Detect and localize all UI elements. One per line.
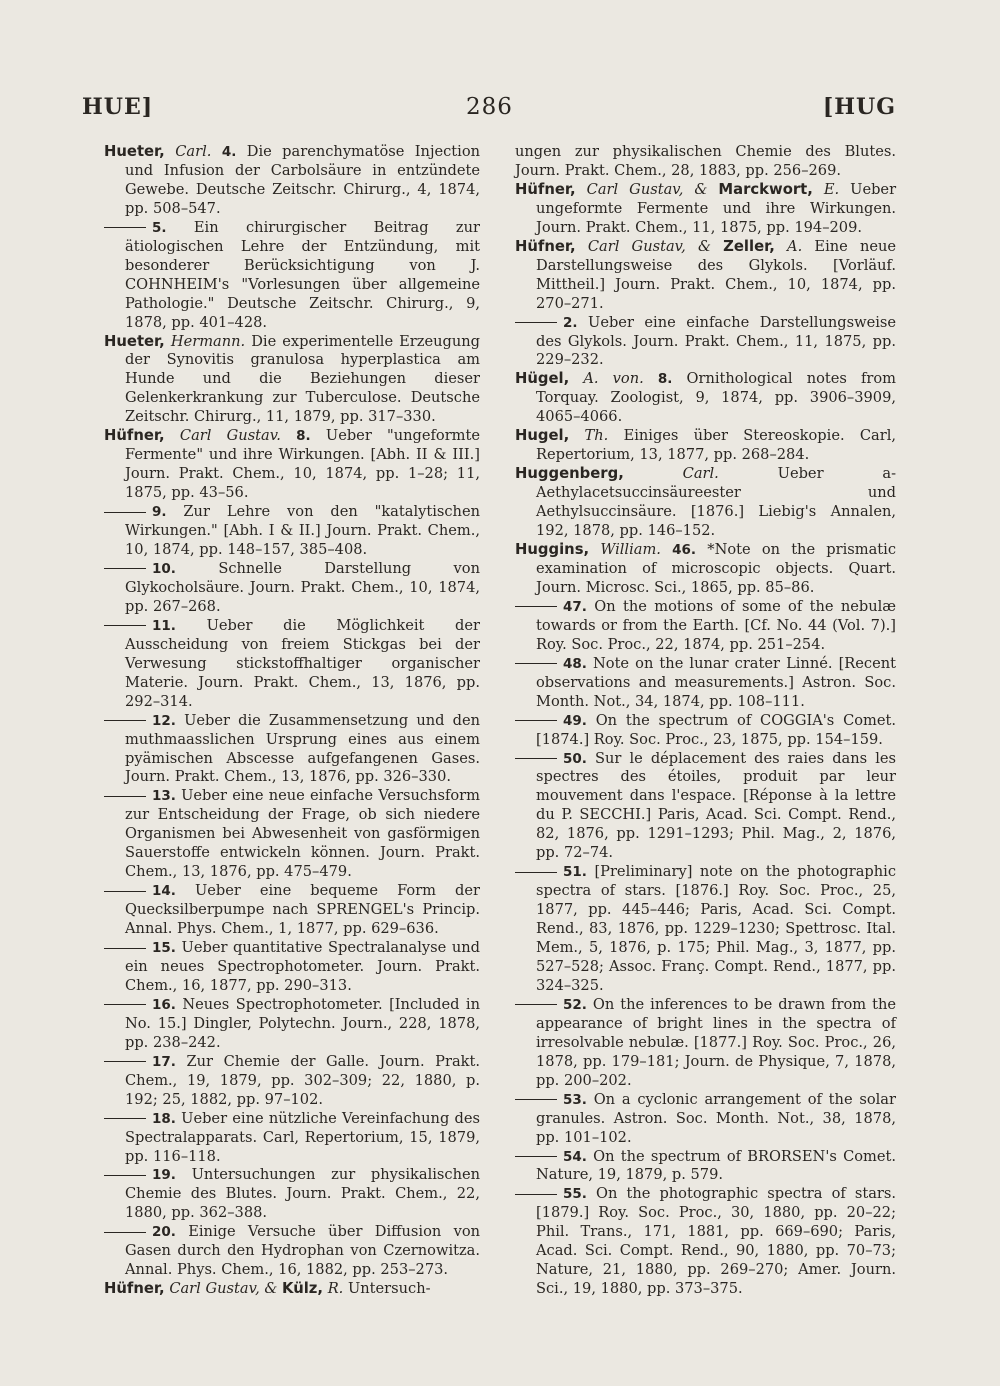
entry-text: Zur Chemie der Galle. Journ. Prakt. Chem., 19, 1879, pp. 302–309; 22, 1880, p. 192; 25, 1882, pp. 97–102. [125,1052,481,1108]
bibliography-entry [515,1091,896,1148]
entry-text: On the spectrum of COGGIA's Comet. [1874.] Roy. Soc. Proc., 23, 1875, pp. 154–159. [536,711,896,748]
entry-text: Ueber die Zusammensetzung und den muthmaasslichen Ursprung eines aus einem pyämischen Abscesse aufgefangenen Gases. Journ. Prakt. Chem., 13, 1876, pp. 326–330. [125,711,480,786]
coauthor-name: Zeller, [723,237,775,255]
running-head-left: HUE] [82,94,154,120]
author-name: Hugel, [515,427,570,445]
bibliography-entry [515,427,896,465]
bibliography-entry [515,863,896,996]
ditto-dash [104,1118,146,1119]
bibliography-entry [104,1280,480,1299]
ditto-dash [515,1004,557,1005]
entry-text: Ueber eine bequeme Form der Quecksilberpumpe nach SPRENGEL's Princip. Annal. Phys. Chem., 1, 1877, pp. 629–636. [125,882,481,938]
ditto-dash [515,1099,557,1100]
entry-number: 8. [657,371,673,388]
entry-text: Einiges über Stereoskopie. Carl, Repertorium, 13, 1877, pp. 268–284. [536,427,897,464]
entry-number: 11. [152,617,176,634]
entry-text: Schnelle Darstellung von Glykocholsäure. Journ. Prakt. Chem., 10, 1874, pp. 267–268. [125,559,480,615]
author-name: Huggenberg, [515,465,624,483]
entry-text: Ueber eine einfache Darstellungsweise des Glykols. Journ. Prakt. Chem., 11, 1875, pp. 229–232. [536,313,897,369]
ditto-dash [104,1061,146,1062]
bibliography-entry [104,143,480,219]
coauthor-name: Külz, [282,1280,324,1298]
bibliography-entry [515,465,896,541]
author-name: Hüfner, [104,1280,165,1298]
entry-number: 16. [152,996,176,1013]
entry-number: 53. [563,1091,587,1108]
entry-text: [Preliminary] note on the photographic spectra of stars. [1876.] Roy. Soc. Proc., 25, 1877, pp. 445–446; Paris, Acad. Sci. Compt. Rend., 83, 1876, pp. 1229–1230; Spettrosc. Ital. Mem., 5, 1876, p. 175; Phil. Mag., 3, 1877, pp. 527–528; Assoc. Franç. Compt. Rend., 1877, pp. 324–325. [536,863,896,994]
bibliography-entry [515,1148,896,1186]
entry-number: 8. [296,428,311,445]
entry-text: Ueber ungeformte Fermente und ihre Wirkungen. Journ. Prakt. Chem., 11, 1875, pp. 194–209. [536,180,897,236]
entry-number: 10. [152,560,176,577]
bibliography-entry [104,1166,480,1223]
entry-text: Eine neue Darstellungsweise des Glykols. [Vorläuf. Mittheil.] Journ. Prakt. Chem., 10, 1874, pp. 270–271. [536,237,897,312]
ditto-dash [515,758,557,759]
bibliography-entry [104,787,480,882]
entry-text: Untersuchungen zur physikalischen Chemie des Blutes. Journ. Prakt. Chem., 22, 1880, pp. 362–388. [125,1166,481,1222]
entry-number: 19. [152,1167,176,1184]
ditto-dash [515,606,557,607]
bibliography-entry [515,712,896,750]
entry-text: Ueber "ungeformte Fermente" und ihre Wirkungen. [Abh. II & III.] Journ. Prakt. Chem., 10, 1874, pp. 1–28; 11, 1875, pp. 43–56. [125,427,481,502]
entry-number: 4. [221,144,237,160]
running-head-right: [HUG [822,94,896,120]
author-given-name: Carl Gustav, & [587,237,711,255]
bibliography-entry [104,1110,480,1167]
entry-number: 18. [152,1110,176,1127]
author-given-name: Carl. [682,465,719,483]
coauthor-given-name: R. [327,1280,344,1298]
author-name: Hueter, [104,332,165,350]
entry-text: Ueber eine neue einfache Versuchsform zur Entscheidung der Frage, ob sich niedere Organismen bei Abwesenheit von gasförmigen Sauerstoffe entwickeln können. Journ. Prakt. Chem., 13, 1876, pp. 475–479. [125,787,480,881]
entry-number: 50. [563,750,587,767]
coauthor-name: Marckwort, [718,180,813,198]
ditto-dash [104,891,146,892]
ditto-dash [104,1175,146,1176]
entry-text: On the spectrum of BRORSEN's Comet. Nature, 19, 1879, p. 579. [536,1147,896,1184]
bibliography-entry [104,617,480,712]
ditto-dash [515,663,557,664]
bibliography-entry [515,655,896,712]
right-column [515,143,896,1299]
bibliography-entry [104,882,480,939]
entry-text: Die parenchymatöse Injection und Infusion der Carbolsäure in entzündete Gewebe. Deutsche Zeitschr. Chirurg., 4, 1874, pp. 508–547. [125,143,481,217]
bibliography-entry [104,219,480,333]
entry-text: Ein chirurgischer Beitrag zur ätiologischen Lehre der Entzündung, mit besonderer Berücksichtigung von J. COHNHEIM's "Vorlesungen über allgemeine Pathologie." Deutsche Zeitschr. Chirurg., 9, 1878, pp. 401–428. [125,218,480,331]
entry-number: 17. [152,1053,176,1070]
ditto-dash [104,720,146,721]
entry-number: 13. [152,788,176,805]
entry-text: On the motions of some of the nebulæ towards or from the Earth. [Cf. No. 44 (Vol. 7).] Roy. Soc. Proc., 22, 1874, pp. 251–254. [536,597,896,653]
bibliography-entry [104,333,480,428]
bibliography-entry [515,314,896,371]
entry-text: Ueber eine nützliche Vereinfachung des Spectralapparats. Carl, Repertorium, 15, 1879, pp. 116–118. [125,1109,480,1165]
ditto-dash [515,720,557,721]
bibliography-entry [515,541,896,598]
entry-text: Ueber a-Aethylacetsuccinsäureester und Aethylsuccinsäure. [1876.] Liebig's Annalen, 192, 1878, pp. 146–152. [536,465,897,540]
author-given-name: Carl. [175,143,212,160]
ditto-dash [104,1004,146,1005]
entry-number: 48. [563,655,587,672]
ditto-dash [104,796,146,797]
entry-number: 55. [563,1186,587,1203]
bibliography-entry [515,143,896,181]
author-name: Hüfner, [104,427,165,445]
author-given-name: Carl Gustav, & [169,1280,278,1298]
entry-number: 15. [152,940,176,957]
left-column [104,143,480,1299]
entry-number: 49. [563,712,587,729]
ditto-dash [515,1156,557,1157]
entry-text: Neues Spectrophotometer. [Included in No. 15.] Dingler, Polytechn. Journ., 228, 1878, pp. 238–242. [125,995,480,1051]
entry-number: 51. [563,864,587,881]
entry-number: 5. [152,219,167,236]
bibliography-entry [515,598,896,655]
entry-number: 52. [563,996,587,1013]
entry-text: Ueber quantitative Spectralanalyse und ein neues Spectrophotometer. Journ. Prakt. Chem., 16, 1877, pp. 290–313. [125,939,480,994]
author-name: Hügel, [515,370,570,388]
entry-text: Note on the lunar crater Linné. [Recent observations and measurements.] Astron. Soc. Month. Not., 34, 1874, pp. 108–111. [536,654,896,710]
ditto-dash [104,227,146,228]
entry-number: 54. [563,1148,587,1165]
ditto-dash [515,1194,557,1195]
ditto-dash [515,872,557,873]
entry-text: On the photographic spectra of stars. [1879.] Roy. Soc. Proc., 30, 1880, pp. 20–22; Phil. Trans., 171, 1881, pp. 669–690; Paris, Acad. Sci. Compt. Rend., 90, 1880, pp. 70–73; Nature, 21, 1880, pp. 269–270; Amer. Journ. Sci., 19, 1880, pp. 373–375. [536,1185,896,1298]
coauthor-given-name: A. [787,237,803,255]
author-given-name: William. [600,541,661,559]
author-given-name: Th. [584,427,609,445]
entry-text: On a cyclonic arrangement of the solar granules. Astron. Soc. Month. Not., 38, 1878, pp. 101–102. [536,1090,896,1146]
ditto-dash [104,568,146,569]
entry-number: 9. [152,504,167,521]
bibliography-entry [515,370,896,427]
author-name: Hueter, [104,143,165,160]
bibliography-entry [515,750,896,864]
author-given-name: Hermann. [170,332,246,350]
author-name: Huggins, [515,541,590,559]
ditto-dash [104,1232,146,1233]
coauthor-given-name: E. [823,180,840,198]
page-number: 286 [466,94,513,120]
author-name: Hüfner, [515,237,576,255]
ditto-dash [104,625,146,626]
ditto-dash [515,322,557,323]
author-name: Hüfner, [515,180,576,198]
entry-text: Ueber die Möglichkeit der Ausscheidung von freiem Stickgas bei der Verwesung stickstoffhaltiger organischer Materie. Journ. Prakt. Chem., 13, 1876, pp. 292–314. [125,616,480,710]
entry-text: Untersuch- [347,1280,431,1298]
bibliography-entry [515,1185,896,1299]
entry-text: On the inferences to be drawn from the appearance of bright lines in the spectra of irresolvable nebulæ. [1877.] Roy. Soc. Proc., 26, 1878, pp. 179–181; Journ. de Physique, 7, 1878, pp. 200–202. [536,995,897,1089]
bibliography-entry [515,238,896,314]
bibliography-entry [104,1223,480,1280]
bibliography-entry [104,560,480,617]
entry-text: Die experimentelle Erzeugung der Synovitis granulosa hyperplastica am Hunde und die Beziehungen dieser Gelenkerkrankung zur Tuberculose. Deutsche Zeitschr. Chirurg., 11, 1879, pp. 317–330. [125,332,480,426]
entry-text: Zur Lehre von den "katalytischen Wirkungen." [Abh. I & II.] Journ. Prakt. Chem., 10, 1874, pp. 148–157, 385–408. [125,503,480,559]
author-given-name: Carl Gustav, & [586,180,708,198]
bibliography-entry [104,1053,480,1110]
entry-number: 47. [563,598,587,615]
bibliography-entry [104,996,480,1053]
entry-number: 2. [563,314,578,331]
bibliography-entry [104,712,480,788]
entry-text: Sur le déplacement des raies dans les spectres des étoiles, produit par leur mouvement dans l'espace. [Réponse à la lettre du P. SECCHI.] Paris, Acad. Sci. Compt. Rend., 82, 1876, pp. 1291–1293; Phil. Mag., 2, 1876, pp. 72–74. [536,749,896,862]
author-given-name: Carl Gustav. [179,427,281,445]
entry-number: 46. [672,542,697,559]
bibliography-entry [104,939,480,996]
entry-text: Einige Versuche über Diffusion von Gasen durch den Hydrophan von Czernowitza. Annal. Phys. Chem., 16, 1882, pp. 253–273. [125,1223,481,1279]
bibliography-entry [515,181,896,238]
author-given-name: A. von. [583,370,644,388]
ditto-dash [104,948,146,949]
entry-number: 12. [152,712,176,729]
bibliography-entry [104,503,480,560]
entry-number: 20. [152,1224,176,1241]
ditto-dash [104,512,146,513]
entry-number: 14. [152,883,176,900]
bibliography-entry [104,427,480,503]
entry-text: ungen zur physikalischen Chemie des Blutes. Journ. Prakt. Chem., 28, 1883, pp. 256–269. [515,143,896,179]
entry-text: *Note on the prismatic examination of microscopic objects. Quart. Journ. Microsc. Sci., 1865, pp. 85–86. [536,541,897,596]
entry-text: Ornithological notes from Torquay. Zoologist, 9, 1874, pp. 3906–3909, 4065–4066. [536,370,897,426]
bibliography-entry [515,996,896,1091]
